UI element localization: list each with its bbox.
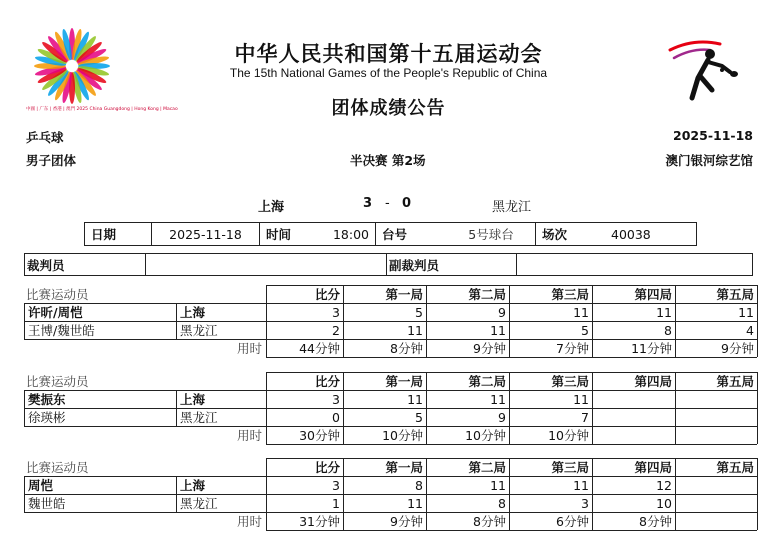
game-score: 4 [746, 322, 754, 338]
athletes-column-header: 比赛运动员 [26, 374, 89, 389]
game-score: 8 [498, 495, 506, 511]
grid-line [509, 372, 510, 444]
match-info-table [84, 222, 697, 246]
g1-column-header: 第一局 [385, 460, 423, 475]
game-score [675, 494, 757, 512]
grid-line [426, 458, 427, 530]
time-used-label: 用时 [236, 428, 262, 443]
grid-line [266, 458, 757, 459]
deputy-referee-label: 副裁判员 [386, 254, 516, 275]
grid-line [24, 390, 25, 426]
g3-column-header: 第三局 [551, 287, 589, 302]
grid-line [509, 285, 510, 357]
game-time: 8分钟 [639, 514, 672, 529]
game-time: 8分钟 [390, 341, 423, 356]
event-name: 男子团体 [26, 153, 77, 168]
game-score [675, 408, 757, 426]
grid-line [675, 285, 676, 357]
time-value: 18:00 [332, 226, 369, 242]
team-name: 黑龙江 [180, 323, 218, 338]
player-row [24, 476, 755, 494]
game-score [592, 408, 675, 426]
game-score: 11 [573, 304, 589, 320]
game-score: 11 [738, 304, 754, 320]
grid-line [266, 372, 757, 373]
team-name: 上海 [180, 305, 206, 320]
grid-line [592, 458, 593, 530]
team-name: 上海 [180, 392, 206, 407]
date-label: 日期 [91, 227, 117, 242]
grid-line [176, 476, 177, 512]
match-score: 3 [332, 391, 340, 407]
grid-line [24, 303, 25, 339]
g2-column-header: 第二局 [468, 460, 506, 475]
match-score: 3 [332, 477, 340, 493]
game-time: 9分钟 [473, 341, 506, 356]
time-used-label: 用时 [236, 341, 262, 356]
g4-column-header: 第四局 [634, 374, 672, 389]
total-time: 31分钟 [299, 514, 340, 529]
grid-line [266, 458, 267, 530]
game-score: 9 [498, 409, 506, 425]
score-column-header: 比分 [314, 287, 340, 302]
grid-line [426, 372, 427, 444]
team-name: 上海 [180, 478, 206, 493]
document-title: 团体成绩公告 [331, 98, 446, 119]
game-score: 11 [573, 477, 589, 493]
team-name: 黑龙江 [180, 496, 218, 511]
game-time [592, 426, 675, 444]
score-dash: - [385, 196, 390, 211]
game-score [675, 390, 757, 408]
grid-line [24, 476, 25, 512]
game-time: 10分钟 [548, 428, 589, 443]
time-row [24, 512, 755, 530]
grid-line [176, 390, 177, 426]
g2-column-header: 第二局 [468, 374, 506, 389]
athletes-column-header: 比赛运动员 [26, 460, 89, 475]
game-score: 12 [656, 477, 672, 493]
report-date: 2025-11-18 [673, 128, 753, 143]
g5-column-header: 第五局 [716, 460, 754, 475]
match-score: 1 [332, 495, 340, 511]
game-score: 3 [581, 495, 589, 511]
match-result-block [24, 285, 755, 357]
score-b: 0 [402, 196, 412, 211]
player-row [24, 303, 755, 321]
match-result-block [24, 372, 755, 444]
g4-column-header: 第四局 [634, 287, 672, 302]
match-score: 3 [332, 304, 340, 320]
athletes-column-header: 比赛运动员 [26, 287, 89, 302]
grid-line [24, 390, 757, 391]
deputy-referee-value [516, 254, 752, 275]
grid-line [24, 408, 757, 409]
g1-column-header: 第一局 [385, 287, 423, 302]
game-time: 9分钟 [390, 514, 423, 529]
grid-line [24, 426, 757, 427]
grid-line [266, 357, 757, 358]
game-time: 11分钟 [631, 341, 672, 356]
g3-column-header: 第三局 [551, 460, 589, 475]
player-name: 魏世皓 [28, 496, 66, 511]
grid-line [757, 458, 758, 530]
player-name: 王博/魏世皓 [28, 323, 95, 338]
grid-line [24, 512, 757, 513]
referee-label: 裁判员 [27, 257, 65, 273]
table-value: 5号球台 [468, 227, 514, 242]
game-score: 10 [656, 495, 672, 511]
time-label: 时间 [259, 223, 325, 245]
score-a: 3 [363, 196, 373, 211]
game-time [675, 512, 757, 530]
officials-table [24, 253, 753, 276]
match-header-row [24, 285, 755, 303]
match-result-block [24, 458, 755, 530]
referee-value [145, 254, 386, 275]
total-time: 30分钟 [299, 428, 340, 443]
game-time: 10分钟 [465, 428, 506, 443]
player-name: 樊振东 [28, 392, 66, 407]
total-time: 44分钟 [299, 341, 340, 356]
game-time: 6分钟 [556, 514, 589, 529]
grid-line [675, 372, 676, 444]
game-score: 11 [573, 391, 589, 407]
game-score: 11 [490, 322, 506, 338]
games-title-en: The 15th National Games of the People's Republic of China [229, 66, 548, 80]
grid-line [266, 444, 757, 445]
g2-column-header: 第二局 [468, 287, 506, 302]
g1-column-header: 第一局 [385, 374, 423, 389]
grid-line [592, 372, 593, 444]
game-score: 5 [415, 304, 423, 320]
grid-line [675, 458, 676, 530]
player-row [24, 321, 755, 339]
grid-line [266, 530, 757, 531]
grid-line [176, 303, 177, 339]
game-score: 8 [415, 477, 423, 493]
player-row [24, 494, 755, 512]
grid-line [24, 339, 757, 340]
game-score: 7 [581, 409, 589, 425]
logo-caption: 中國 | 广东 | 香港 | 澳門 2025 China Guangdong | Hong Kong | Macao [26, 107, 178, 112]
grid-line [509, 458, 510, 530]
game-score: 11 [407, 322, 423, 338]
game-score: 5 [581, 322, 589, 338]
match-score: 2 [332, 322, 340, 338]
match-header-row [24, 458, 755, 476]
g3-column-header: 第三局 [551, 374, 589, 389]
match-no-value: 40038 [611, 226, 651, 242]
game-time: 9分钟 [721, 341, 754, 356]
grid-line [757, 372, 758, 444]
grid-line [266, 372, 267, 444]
player-name: 许昕/周恺 [28, 305, 83, 320]
score-column-header: 比分 [314, 460, 340, 475]
game-score: 11 [490, 391, 506, 407]
team-a: 上海 [258, 200, 285, 215]
grid-line [24, 476, 757, 477]
time-row [24, 426, 755, 444]
game-score: 5 [415, 409, 423, 425]
grid-line [757, 285, 758, 357]
player-name: 徐瑛彬 [28, 410, 66, 425]
game-score [675, 476, 757, 494]
game-score: 11 [656, 304, 672, 320]
table-label: 台号 [375, 223, 447, 245]
time-row [24, 339, 755, 357]
time-used-label: 用时 [236, 514, 262, 529]
score-column-header: 比分 [314, 374, 340, 389]
player-name: 周恺 [28, 478, 54, 493]
grid-line [343, 372, 344, 444]
grid-line [266, 285, 757, 286]
match-header-row [24, 372, 755, 390]
game-time: 10分钟 [382, 428, 423, 443]
game-time: 7分钟 [556, 341, 589, 356]
match-no-label: 场次 [535, 223, 607, 245]
date-value: 2025-11-18 [151, 223, 259, 245]
grid-line [266, 285, 267, 357]
g4-column-header: 第四局 [634, 460, 672, 475]
grid-line [24, 321, 757, 322]
game-score: 11 [407, 495, 423, 511]
grid-line [24, 494, 757, 495]
game-time: 8分钟 [473, 514, 506, 529]
match-score: 0 [332, 409, 340, 425]
game-score: 8 [664, 322, 672, 338]
g5-column-header: 第五局 [716, 374, 754, 389]
grid-line [343, 285, 344, 357]
team-name: 黑龙江 [180, 410, 218, 425]
g5-column-header: 第五局 [716, 287, 754, 302]
grid-line [592, 285, 593, 357]
player-row [24, 390, 755, 408]
venue-name: 澳门银河综艺馆 [665, 153, 753, 168]
games-title-cn: 中华人民共和国第十五届运动会 [234, 42, 543, 66]
sport-name: 乒乓球 [26, 130, 64, 145]
game-time [675, 426, 757, 444]
game-score [592, 390, 675, 408]
player-row [24, 408, 755, 426]
team-b: 黑龙江 [492, 200, 532, 215]
game-score: 11 [490, 477, 506, 493]
round-name: 半决赛 第2场 [350, 153, 426, 168]
grid-line [24, 303, 757, 304]
grid-line [426, 285, 427, 357]
game-score: 11 [407, 391, 423, 407]
grid-line [343, 458, 344, 530]
game-score: 9 [498, 304, 506, 320]
